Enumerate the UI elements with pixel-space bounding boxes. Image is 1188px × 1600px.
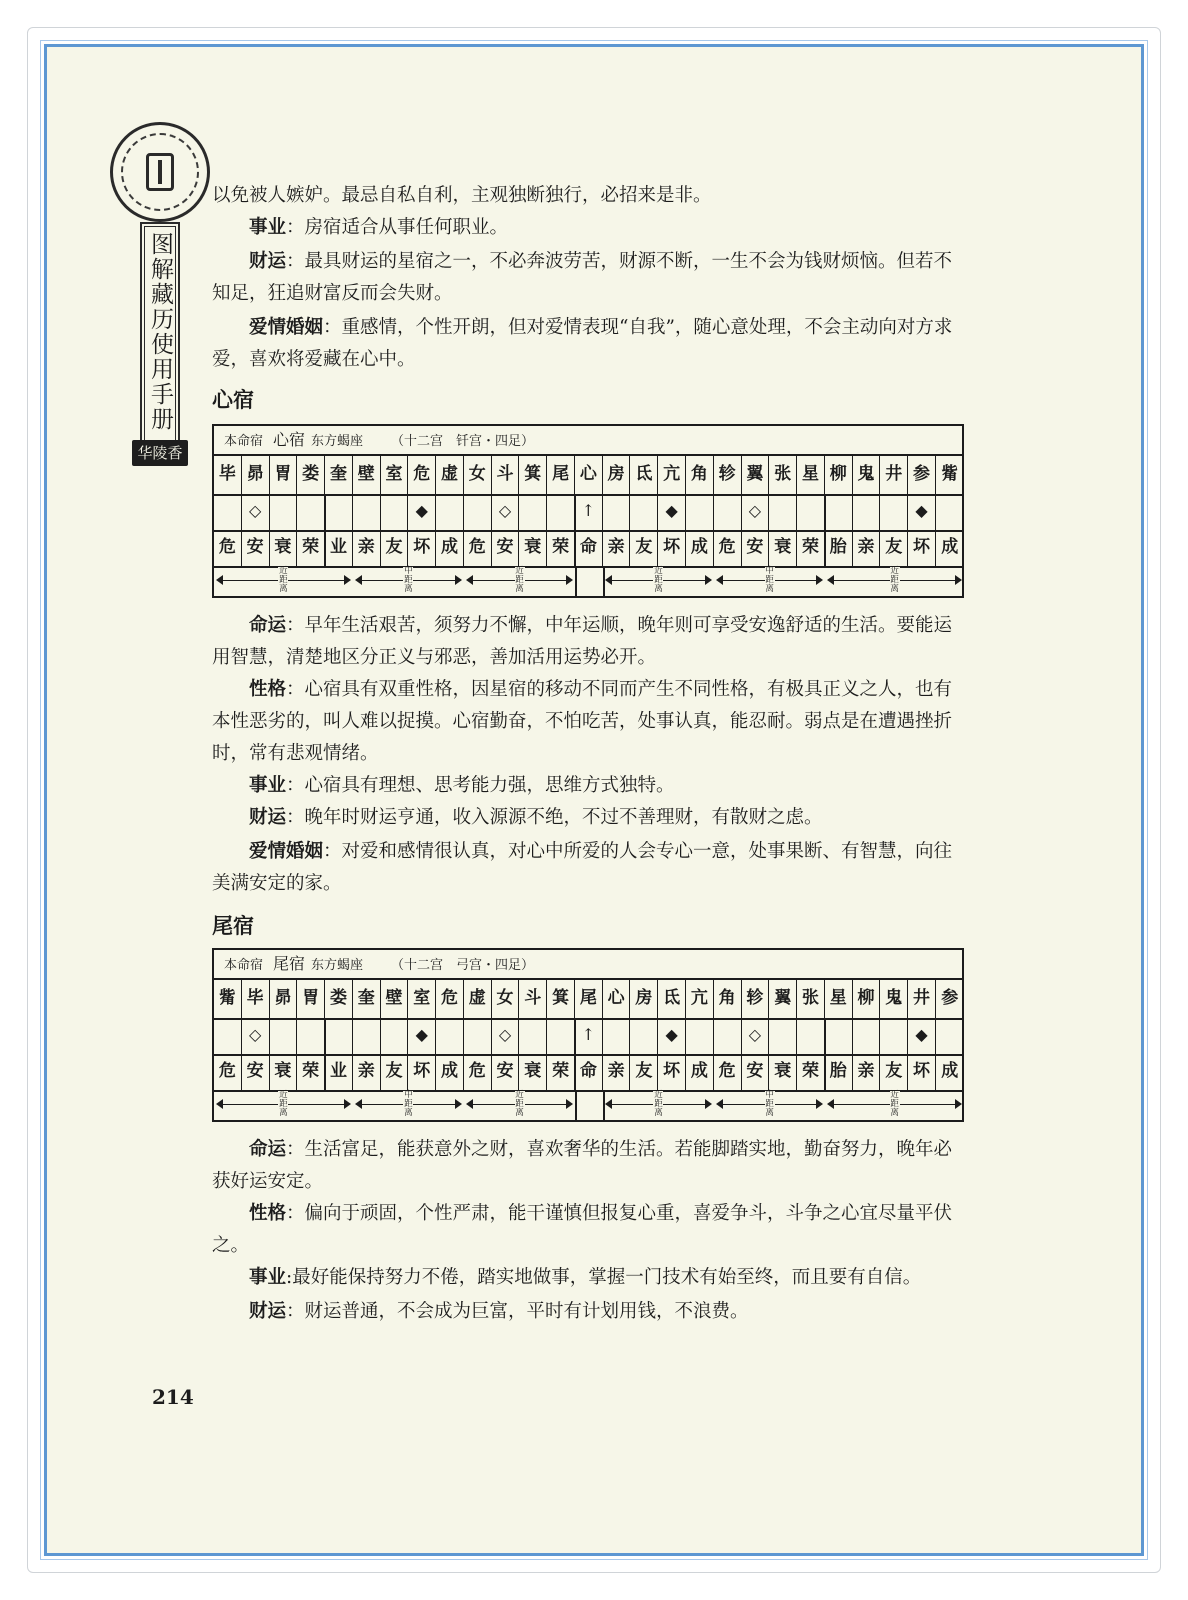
star-cell: 昴 [270,980,298,1018]
mark-cell [630,1018,658,1054]
star-cell: 星 [797,456,825,494]
mark-cell [325,1018,353,1054]
mark-cell [353,1018,381,1054]
fate-cell: 坏 [908,1054,936,1090]
mark-cell: ◇ [742,494,770,530]
fate-cell: 坏 [658,1054,686,1090]
distance-boundary [603,566,605,596]
mark-cell [270,1018,298,1054]
group-divider [574,494,576,566]
star-cell: 奎 [325,456,353,494]
distance-arrow [353,1090,464,1120]
fate-cell: 荣 [297,530,325,566]
header-palace: （十二宫 钎宫・四足） [391,434,535,449]
group-divider [574,1018,576,1090]
star-cell: 亢 [686,980,714,1018]
fate-cell: 荣 [797,1054,825,1090]
star-cell: 鬼 [853,456,881,494]
fate-cell: 安 [492,530,520,566]
distance-arrow [464,566,575,596]
header-name: 尾宿 [273,954,306,973]
table-header [214,950,962,980]
star-cell: 翼 [742,456,770,494]
star-cell: 胃 [297,980,325,1018]
star-cell: 参 [941,988,959,1008]
mark-cell [381,494,409,530]
star-cell: 心 [575,456,603,494]
star-cell: 尾 [575,980,603,1018]
fate-cell: 友 [880,530,908,566]
star-row [214,980,962,1020]
star-cell: 井 [908,980,936,1018]
fate-cell: 荣 [547,530,575,566]
mark-cell: ◆ [658,1018,686,1054]
fate-cell: 坏 [658,530,686,566]
star-cell: 张 [797,980,825,1018]
publisher-tag: 华陵香 [132,440,188,466]
distance-label: 近距离 [890,1090,899,1118]
mark-cell: ◆ [658,494,686,530]
fate-cell: 危 [714,530,742,566]
star-cell: 危 [408,456,436,494]
mark-cell [519,1018,547,1054]
star-cell: 参 [908,456,936,494]
mark-cell [797,1018,825,1054]
distance-arrow [353,566,464,596]
page-number: 214 [152,1385,194,1409]
mark-cell [880,494,908,530]
header-sign: 东方蝎座 [311,958,364,973]
star-cell: 女 [464,456,492,494]
mark-cell [214,1018,242,1054]
mark-cell [603,494,631,530]
side-title-box [140,222,180,454]
star-cell: 女 [492,980,520,1018]
distance-arrow [603,566,714,596]
distance-label: 近距离 [654,566,663,594]
fate-cell: 危 [464,530,492,566]
career-text: ：房宿适合从事任何职业。 [286,217,509,238]
star-cell: 氐 [630,456,658,494]
star-cell: 轸 [714,456,742,494]
distance-arrow [214,566,353,596]
fate-cell: 衰 [519,1054,547,1090]
fate-cell: 命 [575,1054,603,1090]
fate-text: ：早年生活艰苦，须努力不懈，中年运顺，晚年则可享受安逸舒适的生活。要能运用智慧，清楚地区分正义与邪恶，善加活用运势必开。 [212,615,953,668]
fate-cell: 友 [630,1054,658,1090]
mark-cell [297,494,325,530]
love-label: 爱情婚姻 [249,841,324,862]
character-label: 性格 [249,679,287,700]
mark-cell [825,1018,853,1054]
star-cell: 危 [436,980,464,1018]
fate-row [214,1054,962,1092]
star-cell: 张 [769,456,797,494]
mark-cell [436,494,464,530]
distance-label: 中距离 [404,566,413,594]
mark-cell: ◇ [242,1018,270,1054]
fate-cell: 危 [714,1054,742,1090]
mark-cell [825,494,853,530]
distance-arrow [464,1090,575,1120]
intro-career [212,212,967,244]
wei-career [212,1262,967,1294]
mark-row [214,1018,962,1056]
xin-wealth [212,802,967,834]
wei-wealth [212,1296,967,1328]
fate-cell: 友 [381,1054,409,1090]
mark-cell [436,1018,464,1054]
star-cell: 毕 [242,980,270,1018]
mark-cell [880,1018,908,1054]
fate-cell: 亲 [353,1054,381,1090]
fate-cell: 亲 [353,530,381,566]
fate-cell: 安 [742,530,770,566]
mark-cell [630,494,658,530]
mark-cell [547,1018,575,1054]
fate-label: 命运 [249,615,287,636]
star-cell: 虚 [436,456,464,494]
star-row [214,456,962,496]
star-cell: 翼 [769,980,797,1018]
distance-arrow [714,566,825,596]
mark-cell [464,1018,492,1054]
fate-cell: 危 [464,1054,492,1090]
fate-cell: 友 [630,530,658,566]
mansion-table-wei [212,948,964,1122]
fate-cell: 衰 [769,530,797,566]
distance-arrow [214,1090,353,1120]
love-label: 爱情婚姻 [249,317,324,338]
mark-cell: ◆ [908,494,936,530]
mark-cell [547,494,575,530]
star-cell: 柳 [853,980,881,1018]
star-cell: 娄 [297,456,325,494]
mark-cell: ◆ [408,1018,436,1054]
fate-cell: 衰 [270,1054,298,1090]
mark-cell: ◇ [742,1018,770,1054]
star-cell: 井 [880,456,908,494]
star-cell: 房 [603,456,631,494]
fate-cell: 危 [214,1054,242,1090]
group-divider [324,1018,326,1090]
mark-cell [714,494,742,530]
fate-cell: 衰 [519,530,547,566]
star-cell: 鬼 [880,980,908,1018]
star-cell: 壁 [381,980,409,1018]
mark-row [214,494,962,532]
distance-label: 中距离 [765,566,774,594]
career-label: 事业 [249,775,287,796]
intro-wealth [212,246,967,310]
star-cell: 星 [825,980,853,1018]
section-heading-xin: 心宿 [212,387,254,412]
group-divider [824,494,826,566]
mark-cell: ◆ [408,494,436,530]
fate-cell: 成 [686,530,714,566]
fate-cell: 成 [436,530,464,566]
fate-cell: 成 [686,1054,714,1090]
xin-fate [212,610,967,674]
mark-cell: ◆ [908,1018,936,1054]
star-cell: 斗 [519,980,547,1018]
career-label: 事业 [249,1267,287,1288]
distance-arrow [603,1090,714,1120]
fate-cell: 坏 [408,530,436,566]
star-cell: 奎 [353,980,381,1018]
mark-cell [714,1018,742,1054]
fate-cell: 胎 [825,1054,853,1090]
fate-cell: 荣 [547,1054,575,1090]
header-name: 心宿 [273,430,306,449]
mark-cell [936,1018,964,1054]
distance-arrow [825,1090,964,1120]
mark-cell [769,494,797,530]
star-cell: 角 [714,980,742,1018]
fate-cell: 衰 [769,1054,797,1090]
distance-label: 中距离 [765,1090,774,1118]
distance-boundary [575,566,577,596]
fate-cell: 亲 [853,530,881,566]
fate-cell: 命 [575,530,603,566]
distance-label: 近距离 [279,1090,288,1118]
mark-cell [464,494,492,530]
mark-cell [769,1018,797,1054]
mansion-table-xin [212,424,964,598]
star-cell: 心 [603,980,631,1018]
character-text: ：偏向于顽固，个性严肃，能干谨慎但报复心重，喜爱争斗，斗争之心宜尽量平伏之。 [212,1203,953,1256]
distance-label: 中距离 [404,1090,413,1118]
header-palace: （十二宫 弓宫・四足） [391,958,535,973]
wealth-label: 财运 [249,251,287,272]
intro-love [212,312,967,376]
star-cell: 尾 [547,456,575,494]
intro-paragraph: 以免被人嫉妒。最忌自私自利，主观独断独行，必招来是非。 [212,185,712,206]
star-cell: 柳 [825,456,853,494]
fate-cell: 安 [242,530,270,566]
career-text: :最好能保持努力不倦，踏实地做事，掌握一门技术有始至终，而且要有自信。 [286,1267,922,1288]
fate-cell: 衰 [270,530,298,566]
book-title: 图解藏历使用手册 [147,232,173,432]
star-cell: 室 [408,980,436,1018]
mark-cell [297,1018,325,1054]
mark-cell [519,494,547,530]
section-heading-wei: 尾宿 [212,913,254,938]
fate-cell: 成 [436,1054,464,1090]
mark-cell [853,494,881,530]
mark-cell: ◇ [492,1018,520,1054]
mark-cell [936,494,964,530]
distance-label: 近距离 [279,566,288,594]
mark-cell [270,494,298,530]
header-label: 本命宿 [224,434,264,449]
distance-boundary [575,1090,577,1120]
fate-cell: 业 [325,530,353,566]
fate-cell: 危 [214,530,242,566]
career-text: ：心宿具有理想、思考能力强，思维方式独特。 [286,775,675,796]
fate-cell: 安 [242,1054,270,1090]
distance-boundary [603,1090,605,1120]
star-cell: 亢 [658,456,686,494]
group-divider [824,1018,826,1090]
mark-cell: ◇ [242,494,270,530]
star-cell: 角 [686,456,714,494]
distance-label: 近距离 [654,1090,663,1118]
star-cell: 房 [630,980,658,1018]
group-divider [324,494,326,566]
fate-cell: 亲 [853,1054,881,1090]
mark-cell [686,1018,714,1054]
star-cell: 室 [381,456,409,494]
distance-arrow [714,1090,825,1120]
fate-cell: 安 [742,1054,770,1090]
header-label: 本命宿 [224,958,264,973]
fate-row [214,530,962,568]
wei-fate [212,1134,967,1198]
mark-cell [686,494,714,530]
wealth-text: ：晚年时财运亨通，收入源源不绝，不过不善理财，有散财之虑。 [286,807,823,828]
fate-cell: 友 [381,530,409,566]
wealth-label: 财运 [249,1301,287,1322]
star-cell: 昴 [242,456,270,494]
table-header [214,426,962,456]
mark-cell [853,1018,881,1054]
fate-label: 命运 [249,1139,287,1160]
mark-cell [381,1018,409,1054]
star-cell: 毕 [214,456,242,494]
fate-cell: 亲 [603,530,631,566]
header-sign: 东方蝎座 [311,434,364,449]
wealth-label: 财运 [249,807,287,828]
seal-emblem [110,122,210,222]
love-text: ：对爱和感情很认真，对心中所爱的人会专心一意，处事果断、有智慧，向往美满安定的家。 [212,841,953,894]
star-cell: 斗 [492,456,520,494]
fate-cell: 亲 [603,1054,631,1090]
mark-cell [325,494,353,530]
distance-label: 近距离 [515,1090,524,1118]
career-label: 事业 [249,217,287,238]
distance-label: 近距离 [890,566,899,594]
mark-cell [797,494,825,530]
distance-arrow [825,566,964,596]
mark-cell: ◇ [492,494,520,530]
fate-cell: 荣 [797,530,825,566]
star-cell: 箕 [519,456,547,494]
mark-cell [603,1018,631,1054]
wei-character [212,1198,967,1262]
fate-cell: 友 [880,1054,908,1090]
star-cell: 箕 [547,980,575,1018]
fate-cell: 安 [492,1054,520,1090]
mark-cell: ↑ [575,494,603,530]
distance-label: 近距离 [515,566,524,594]
fate-text: ：生活富足，能获意外之财，喜欢奢华的生活。若能脚踏实地，勤奋努力，晚年必获好运安定。 [212,1139,953,1192]
love-text: ：重感情，个性开朗，但对爱情表现“自我”，随心意处理，不会主动向对方求爱，喜欢将爱藏在心中。 [212,317,953,370]
fate-cell: 胎 [825,530,853,566]
character-label: 性格 [249,1203,287,1224]
xin-character [212,674,967,770]
wealth-text: ：财运普通，不会成为巨富，平时有计划用钱，不浪费。 [286,1301,749,1322]
star-cell: 虚 [464,980,492,1018]
fate-cell: 业 [325,1054,353,1090]
star-cell: 氐 [658,980,686,1018]
character-text: ：心宿具有双重性格，因星宿的移动不同而产生不同性格，有极具正义之人，也有本性恶劣的，叫人难以捉摸。心宿勤奋，不怕吃苦，处事认真，能忍耐。弱点是在遭遇挫折时，常有悲观情绪。 [212,679,953,764]
distance-row [214,1090,962,1120]
wealth-text: ：最具财运的星宿之一，不必奔波劳苦，财源不断，一生不会为钱财烦恼。但若不知足，狂追财富反而会失财。 [212,251,953,304]
mark-cell [353,494,381,530]
star-cell: 胃 [270,456,298,494]
xin-love [212,836,967,900]
fate-cell: 坏 [408,1054,436,1090]
fate-cell: 成 [941,1061,959,1081]
star-cell: 娄 [325,980,353,1018]
xin-career [212,770,967,802]
star-cell: 觜 [941,464,959,484]
fate-cell: 荣 [297,1054,325,1090]
fate-cell: 成 [941,537,959,557]
star-cell: 壁 [353,456,381,494]
distance-row [214,566,962,596]
star-cell: 轸 [742,980,770,1018]
mark-cell [214,494,242,530]
mark-cell: ↑ [575,1018,603,1054]
fate-cell: 坏 [908,530,936,566]
star-cell: 觜 [214,980,242,1018]
